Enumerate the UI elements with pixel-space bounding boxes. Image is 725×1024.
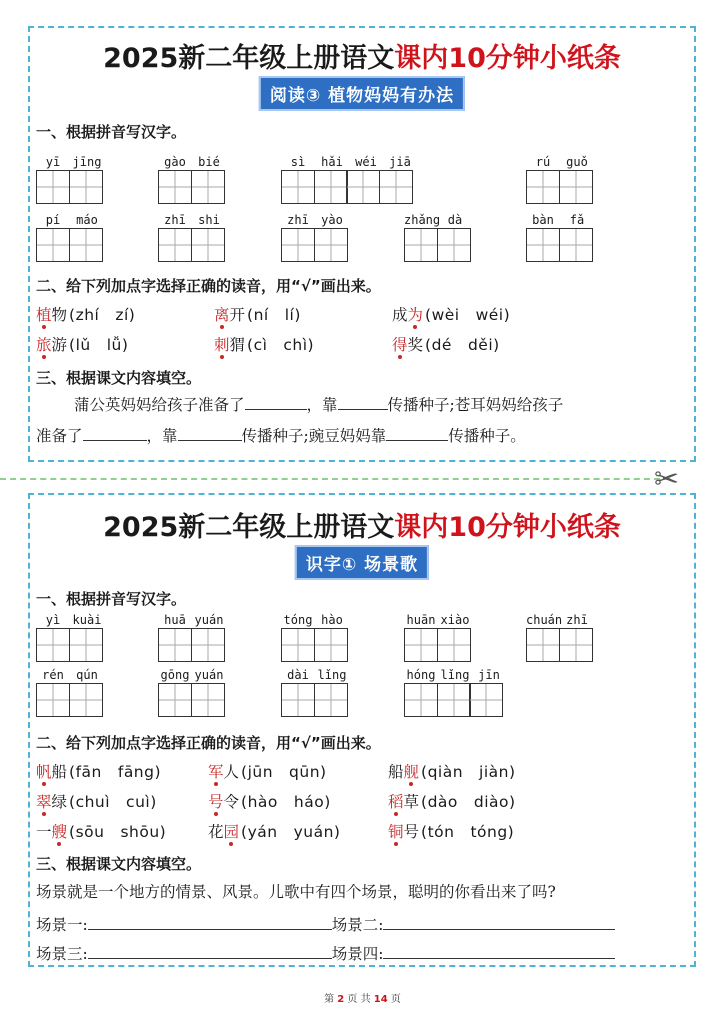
- word-pre: 成: [392, 306, 408, 324]
- reading-item: [208, 790, 331, 812]
- writing-box[interactable]: [36, 628, 70, 662]
- writing-box[interactable]: [158, 170, 192, 204]
- writing-box[interactable]: [559, 628, 593, 662]
- dotted-char: 艘: [51, 823, 68, 841]
- writing-box[interactable]: [469, 683, 503, 717]
- pinyin-options[interactable]: (lǔ lǚ): [69, 336, 129, 354]
- writing-box[interactable]: [281, 170, 315, 204]
- reading-item: [214, 333, 314, 355]
- reading-item: [392, 333, 500, 355]
- writing-box[interactable]: [191, 683, 225, 717]
- pinyin-syllable: pí: [45, 213, 61, 227]
- reading-item: [392, 303, 510, 325]
- writing-box[interactable]: [346, 170, 380, 204]
- dotted-char: 翠: [36, 793, 52, 811]
- fill-text: ，靠: [306, 396, 338, 414]
- scene-row: [36, 913, 615, 935]
- dotted-char: 军: [208, 763, 224, 781]
- writing-box[interactable]: [437, 228, 471, 262]
- writing-box[interactable]: [281, 683, 315, 717]
- card-title: [30, 36, 694, 75]
- pinyin-syllable: gōng: [160, 668, 190, 682]
- scene-label: 场景一:: [36, 916, 88, 934]
- writing-box[interactable]: [69, 683, 103, 717]
- pinyin-syllable: kuài: [72, 613, 102, 627]
- writing-box[interactable]: [191, 170, 225, 204]
- writing-box[interactable]: [158, 683, 192, 717]
- word-rest: 物: [51, 306, 68, 324]
- reading-item: [36, 333, 128, 355]
- pinyin-options[interactable]: (hào háo): [241, 793, 331, 811]
- pinyin-syllable: máo: [76, 213, 98, 227]
- pinyin-options[interactable]: (fān fāng): [69, 763, 162, 781]
- word-rest: 游: [51, 336, 68, 354]
- section-3-heading: 三、根据课文内容填空。: [36, 855, 202, 873]
- lesson-badge: 阅读③ 植物妈妈有办法: [259, 76, 465, 111]
- word-rest: 人: [223, 763, 240, 781]
- dotted-char: 舰: [403, 763, 420, 781]
- pinyin-options[interactable]: (sōu shōu): [69, 823, 167, 841]
- footer-text: 页: [390, 994, 401, 1005]
- title-red-part: 课内10分钟小纸条: [394, 512, 621, 543]
- dotted-char: 刺: [214, 336, 230, 354]
- writing-box[interactable]: [526, 170, 560, 204]
- pinyin-syllable: sì: [290, 155, 306, 169]
- pinyin-syllable: jiā: [389, 155, 411, 169]
- pinyin-syllable: jīng: [72, 155, 102, 169]
- writing-box[interactable]: [36, 170, 70, 204]
- fill-text: 蒲公英妈妈给孩子准备了: [74, 396, 245, 414]
- writing-box[interactable]: [559, 228, 593, 262]
- reading-item: [214, 303, 301, 325]
- writing-box[interactable]: [36, 683, 70, 717]
- writing-box[interactable]: [36, 228, 70, 262]
- fill-in-paragraph: [36, 390, 692, 452]
- word-pre: 船: [388, 763, 404, 781]
- writing-box[interactable]: [191, 628, 225, 662]
- section-1-heading: 一、根据拼音写汉字。: [36, 123, 187, 141]
- pinyin-syllable: qún: [76, 668, 98, 682]
- card-title: [30, 505, 694, 544]
- pinyin-options[interactable]: (wèi wéi): [425, 306, 511, 324]
- worksheet-card-reading: [28, 26, 696, 462]
- writing-box[interactable]: [69, 628, 103, 662]
- pinyin-syllable: bié: [198, 155, 220, 169]
- writing-box[interactable]: [158, 228, 192, 262]
- pinyin-syllable: shi: [198, 213, 220, 227]
- pinyin-syllable: yào: [321, 213, 343, 227]
- word-rest: 号: [403, 823, 420, 841]
- fill-text: 传播种子;苍耳妈妈给孩子: [387, 396, 564, 414]
- word-rest: 开: [229, 306, 246, 324]
- fill-blank[interactable]: [88, 915, 332, 930]
- reading-item: [208, 760, 327, 782]
- pinyin-syllable: fǎ: [569, 213, 585, 227]
- pinyin-syllable: gào: [164, 155, 186, 169]
- pinyin-syllable: zhī: [164, 213, 186, 227]
- section-2-heading: 二、给下列加点字选择正确的读音，用“√”画出来。: [36, 277, 381, 295]
- dotted-char: 园: [223, 823, 240, 841]
- writing-box[interactable]: [69, 228, 103, 262]
- writing-box[interactable]: [437, 628, 471, 662]
- fill-blank[interactable]: [88, 944, 332, 959]
- lesson-badge: 识字① 场景歌: [295, 545, 429, 580]
- reading-item: [388, 820, 514, 842]
- writing-box[interactable]: [559, 170, 593, 204]
- writing-box[interactable]: [191, 228, 225, 262]
- dotted-char: 为: [407, 306, 424, 324]
- pinyin-syllable: jīn: [478, 668, 500, 682]
- pinyin-options[interactable]: (ní lí): [247, 306, 301, 324]
- word-rest: 草: [403, 793, 420, 811]
- pinyin-options[interactable]: (yán yuán): [241, 823, 341, 841]
- writing-box[interactable]: [404, 228, 438, 262]
- pinyin-syllable: tóng: [283, 613, 313, 627]
- pinyin-syllable: zhǎng: [404, 213, 441, 227]
- footer-text: 页 共: [347, 994, 371, 1005]
- fill-blank[interactable]: [245, 395, 307, 410]
- title-black-part: 2025新二年级上册语文: [103, 43, 395, 74]
- reading-item: [36, 303, 135, 325]
- pinyin-syllable: yì: [45, 613, 61, 627]
- reading-item: [36, 790, 157, 812]
- pinyin-options[interactable]: (dào diào): [421, 793, 516, 811]
- fill-blank[interactable]: [383, 944, 615, 959]
- writing-box[interactable]: [314, 170, 348, 204]
- writing-box[interactable]: [379, 170, 413, 204]
- word-pre: 花: [208, 823, 224, 841]
- pinyin-syllable: lǐng: [440, 668, 470, 682]
- reading-item: [36, 820, 166, 842]
- fill-text: 传播种子。: [448, 427, 526, 445]
- dotted-char: 铜: [388, 823, 404, 841]
- reading-item: [388, 790, 516, 812]
- fill-text: ，靠: [146, 427, 178, 445]
- pinyin-syllable: yuán: [194, 668, 224, 682]
- dotted-char: 离: [214, 306, 230, 324]
- pinyin-syllable: rén: [42, 668, 64, 682]
- dotted-char: 稻: [388, 793, 404, 811]
- pinyin-syllable: xiào: [440, 613, 470, 627]
- cut-line: [0, 478, 670, 480]
- pinyin-syllable: bàn: [532, 213, 554, 227]
- scene-label: 场景二:: [331, 916, 384, 934]
- scene-label: 场景四:: [331, 945, 384, 963]
- word-rest: 绿: [51, 793, 68, 811]
- pinyin-syllable: zhī: [566, 613, 588, 627]
- dotted-char: 得: [392, 336, 408, 354]
- word-rest: 奖: [407, 336, 424, 354]
- word-rest: 令: [223, 793, 240, 811]
- writing-box[interactable]: [69, 170, 103, 204]
- pinyin-syllable: chuán: [526, 613, 563, 627]
- page-number: 2: [337, 994, 345, 1005]
- fill-text: 传播种子;豌豆妈妈靠: [241, 427, 387, 445]
- pinyin-syllable: yī: [45, 155, 61, 169]
- pinyin-options[interactable]: (dé děi): [425, 336, 500, 354]
- footer-text: 第: [324, 994, 335, 1005]
- fill-blank[interactable]: [386, 426, 448, 441]
- pinyin-syllable: hǎi: [321, 155, 343, 169]
- scene-intro: 场景就是一个地方的情景、风景。儿歌中有四个场景，聪明的你看出来了吗?: [36, 883, 556, 901]
- page-footer: [0, 990, 725, 1005]
- scissors-icon: ✂: [654, 462, 680, 497]
- dotted-char: 号: [208, 793, 224, 811]
- pinyin-options[interactable]: (tón tóng): [421, 823, 515, 841]
- reading-item: [36, 760, 161, 782]
- pinyin-syllable: hóng: [406, 668, 436, 682]
- pinyin-syllable: yuán: [194, 613, 224, 627]
- pinyin-options[interactable]: (chuì cuì): [69, 793, 157, 811]
- word-pre: 一: [36, 823, 52, 841]
- pinyin-syllable: huān: [406, 613, 436, 627]
- writing-box[interactable]: [404, 683, 438, 717]
- writing-box[interactable]: [281, 228, 315, 262]
- worksheet-card-literacy: [28, 493, 696, 967]
- writing-box[interactable]: [526, 228, 560, 262]
- section-1-heading: 一、根据拼音写汉字。: [36, 590, 187, 608]
- scene-row: [36, 942, 615, 964]
- pinyin-syllable: lǐng: [317, 668, 347, 682]
- pinyin-syllable: rú: [535, 155, 551, 169]
- pinyin-syllable: dài: [287, 668, 309, 682]
- dotted-char: 旅: [36, 336, 52, 354]
- section-3-heading: 三、根据课文内容填空。: [36, 369, 202, 387]
- pinyin-options[interactable]: (jūn qūn): [241, 763, 327, 781]
- pinyin-syllable: hào: [321, 613, 343, 627]
- pinyin-options[interactable]: (cì chì): [247, 336, 315, 354]
- writing-box[interactable]: [437, 683, 471, 717]
- fill-text: 准备了: [36, 427, 83, 445]
- page-total: 14: [373, 994, 388, 1005]
- fill-blank[interactable]: [178, 426, 242, 441]
- writing-box[interactable]: [314, 683, 348, 717]
- word-rest: 船: [51, 763, 68, 781]
- reading-item: [388, 760, 516, 782]
- scene-label: 场景三:: [36, 945, 88, 963]
- dotted-char: 植: [36, 306, 52, 324]
- writing-box[interactable]: [526, 628, 560, 662]
- pinyin-options[interactable]: (zhí zí): [69, 306, 136, 324]
- pinyin-syllable: guǒ: [566, 155, 588, 169]
- title-black-part: 2025新二年级上册语文: [103, 512, 395, 543]
- writing-box[interactable]: [404, 628, 438, 662]
- pinyin-syllable: dà: [447, 213, 463, 227]
- pinyin-options[interactable]: (qiàn jiàn): [421, 763, 516, 781]
- writing-box[interactable]: [314, 228, 348, 262]
- word-rest: 猬: [229, 336, 246, 354]
- fill-blank[interactable]: [83, 426, 147, 441]
- writing-box[interactable]: [158, 628, 192, 662]
- title-red-part: 课内10分钟小纸条: [394, 43, 621, 74]
- fill-blank[interactable]: [338, 395, 388, 410]
- reading-item: [208, 820, 340, 842]
- section-2-heading: 二、给下列加点字选择正确的读音，用“√”画出来。: [36, 734, 381, 752]
- pinyin-syllable: huā: [164, 613, 186, 627]
- writing-box[interactable]: [281, 628, 315, 662]
- fill-blank[interactable]: [383, 915, 615, 930]
- pinyin-syllable: wéi: [355, 155, 377, 169]
- pinyin-syllable: zhī: [287, 213, 309, 227]
- dotted-char: 帆: [36, 763, 52, 781]
- writing-box[interactable]: [314, 628, 348, 662]
